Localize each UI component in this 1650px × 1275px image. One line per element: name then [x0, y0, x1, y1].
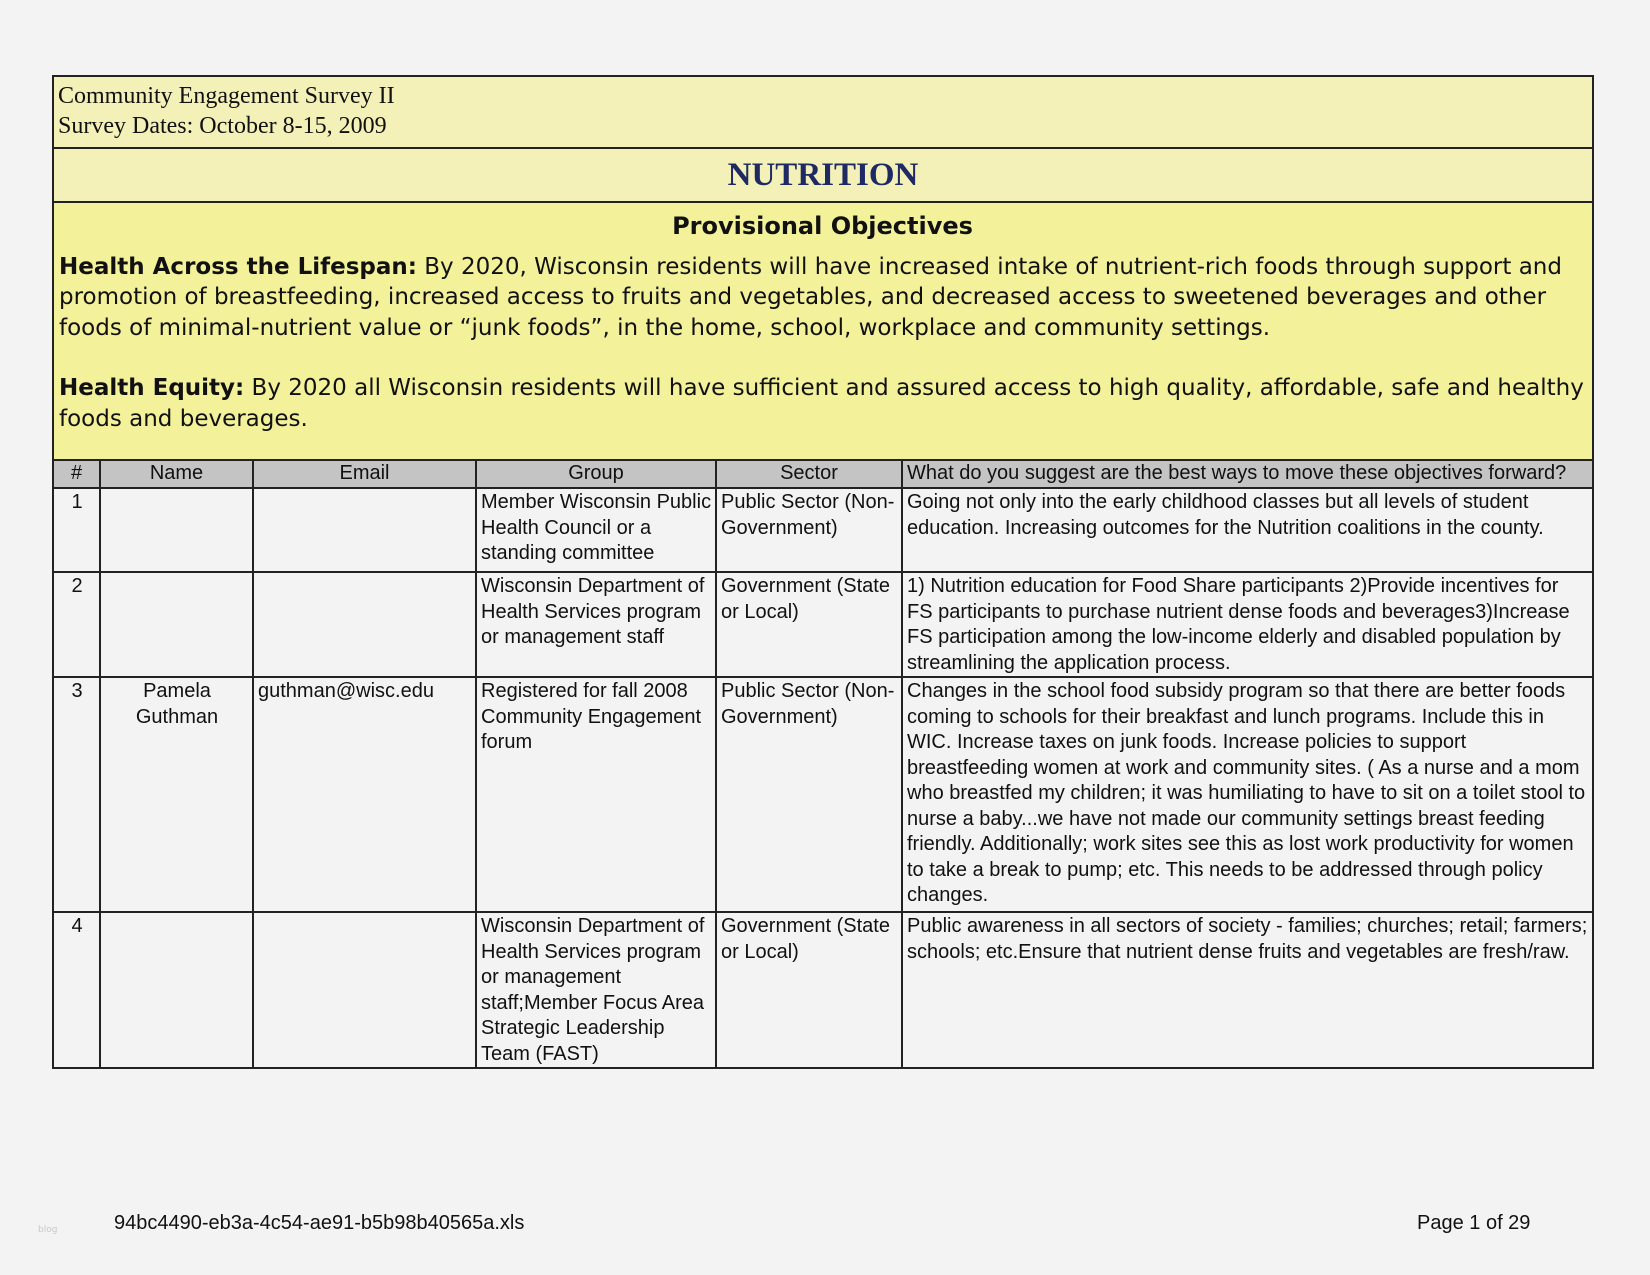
respondent-group: Wisconsin Department of Health Services program or management staff [476, 572, 716, 677]
column-header-name: Name [100, 461, 253, 488]
footer-filename: 94bc4490-eb3a-4c54-ae91-b5b98b40565a.xls [114, 1212, 525, 1234]
lifespan-text: By 2020, Wisconsin residents will have increased intake of nutrient-rich foods through support and promotion of breastfeeding, increased access to fruits and vegetables, and decreased access to sweetened beverages and other foods of minimal-nutrient value or “junk foods”, in the home, school, workplace and community settings. [59, 253, 1562, 341]
footer-page-number: Page 1 of 29 [1417, 1212, 1531, 1234]
column-header-group: Group [476, 461, 716, 488]
column-header-email: Email [253, 461, 476, 488]
objectives-block [54, 203, 1592, 461]
table-row [54, 488, 1592, 572]
table-row [54, 677, 1592, 912]
respondent-email [253, 488, 476, 572]
respondent-email: guthman@wisc.edu [253, 677, 476, 912]
lifespan-label: Health Across the Lifespan: [59, 253, 417, 280]
survey-header [54, 77, 1592, 149]
respondent-name: Pamela Guthman [100, 677, 253, 912]
survey-title: Community Engagement Survey II [58, 83, 395, 109]
row-number: 3 [54, 677, 100, 912]
responses-table [54, 461, 1592, 1067]
respondent-response: 1) Nutrition education for Food Share participants 2)Provide incentives for FS participants to purchase nutrient dense foods and beverages3)Increase FS participation among the low-income elderly and disabled population by streamlining the application process. [902, 572, 1592, 677]
respondent-group [476, 912, 716, 1067]
table-row [54, 572, 1592, 677]
respondent-response: Going not only into the early childhood classes but all levels of student education. Increasing outcomes for the Nutrition coalitions in the county. [902, 488, 1592, 572]
section-title: NUTRITION [54, 149, 1592, 203]
respondent-name [100, 572, 253, 677]
column-header-question: What do you suggest are the best ways to move these objectives forward? [902, 461, 1592, 488]
column-header-sector: Sector [716, 461, 902, 488]
row-number: 1 [54, 488, 100, 572]
respondent-response: Public awareness in all sectors of society - families; churches; retail; farmers; schools; etc.Ensure that nutrient dense fruits and vegetables are fresh/raw. [902, 912, 1592, 1067]
respondent-email [253, 572, 476, 677]
respondent-sector: Government (State or Local) [716, 572, 902, 677]
group-text: Wisconsin Department of Health Services program or management staff;Member Focus Area Strategic Leadership Team (FAST) [481, 915, 705, 1065]
watermark-text: blog [38, 1225, 58, 1235]
respondent-group: Member Wisconsin Public Health Council or a standing committee [476, 488, 716, 572]
objectives-heading: Provisional Objectives [672, 212, 973, 240]
column-header-number: # [54, 461, 100, 488]
table-header-row [54, 461, 1592, 488]
respondent-email [253, 912, 476, 1067]
respondent-response: Changes in the school food subsidy program so that there are better foods coming to schools for their breakfast and lunch programs. Include this in WIC. Increase taxes on junk foods. Increase policies to support breastfeeding women at work and community sites. ( As a nurse and a mom who breastfed my children; it was humiliating to have to sit on a toilet stool to nurse a baby...we have not made our community settings breast feeding friendly. Additionally; work sites see this as lost work productivity for women to take a break to pump; etc. This needs to be addressed through policy changes. [902, 677, 1592, 912]
survey-dates: Survey Dates: October 8-15, 2009 [58, 113, 387, 139]
respondent-group: Registered for fall 2008 Community Engagement forum [476, 677, 716, 912]
equity-text: By 2020 all Wisconsin residents will have sufficient and assured access to high quality, affordable, safe and healthy foods and beverages. [59, 375, 1584, 432]
table-row [54, 912, 1592, 1067]
lifespan-objective [59, 252, 1586, 344]
row-number: 2 [54, 572, 100, 677]
respondent-sector: Public Sector (Non-Government) [716, 488, 902, 572]
equity-label: Health Equity: [59, 375, 245, 401]
respondent-name [100, 488, 253, 572]
respondent-sector: Government (State or Local) [716, 912, 902, 1067]
respondent-sector: Public Sector (Non-Government) [716, 677, 902, 912]
spreadsheet-page [52, 75, 1594, 1069]
row-number: 4 [54, 912, 100, 1067]
equity-objective [59, 373, 1586, 434]
respondent-name [100, 912, 253, 1067]
